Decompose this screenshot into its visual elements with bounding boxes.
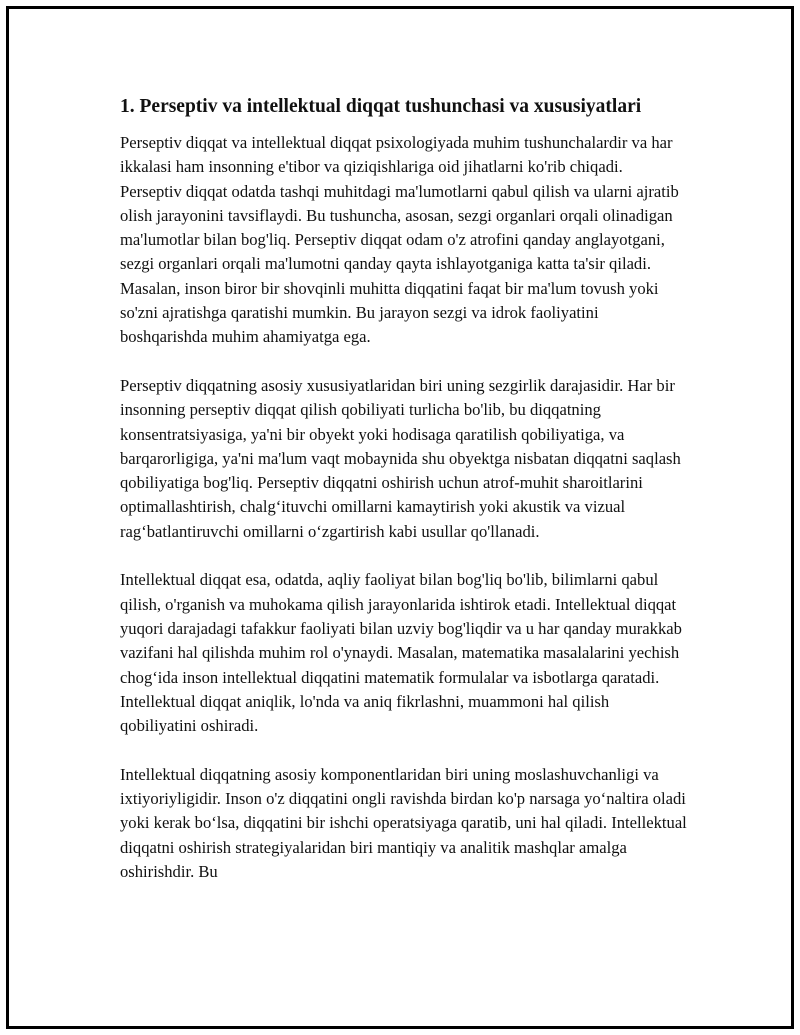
section-heading: 1. Perseptiv va intellektual diqqat tushunchasi va xususiyatlari <box>120 96 642 117</box>
document-page <box>6 6 794 1029</box>
paragraph-3: Intellektual diqqat esa, odatda, aqliy faoliyat bilan bog'liq bo'lib, bilimlarni qabul qilish, o'rganish va muhokama qilish jarayonlarida ishtirok etadi. Intellektual diqqat yuqori darajadagi tafakkur faoliyati bilan uzviy bog'liqdir va u har qanday murakkab vazifani hal qilishda muhim rol o'ynaydi. Masalan, matematika masalalarini yechish chog‘ida inson intellektual diqqatini matematik formulalar va isbotlarga qaratadi. Intellektual diqqat aniqlik, lo'nda va aniq fikrlashni, muammoni hal qilish qobiliyatini oshiradi. <box>120 570 682 736</box>
paragraph-4: Intellektual diqqatning asosiy komponentlaridan biri uning moslashuvchanligi va ixtiyoriyligidir. Inson o'z diqqatini ongli ravishda birdan ko'p narsaga yo‘naltira oladi yoki kerak bo‘lsa, diqqatini bir ishchi operatsiyaga qaratib, uni hal qiladi. Intellektual diqqatni oshirish strategiyalaridan biri mantiqiy va analitik mashqlar amalga oshirishdir. Bu <box>120 764 687 881</box>
document-body <box>120 94 688 909</box>
paragraph-2: Perseptiv diqqatning asosiy xususiyatlaridan biri uning sezgirlik darajasidir. Har bir insonning perseptiv diqqat qilish qobiliyati turlicha bo'lib, bu diqqatning konsentratsiyasiga, ya'ni bir obyekt yoki hodisaga qaratilish qobiliyatiga, va barqarorligiga, ya'ni ma'lum vaqt mobaynida shu obyektga nisbatan diqqatni saqlash qobiliyatiga bog'liq. Perseptiv diqqatni oshirish uchun atrof-muhit sharoitlarini optimallashtirish, chalg‘ituvchi omillarni kamaytirish yoki akustik va vizual rag‘batlantiruvchi omillarni o‘zgartirish kabi usullar qo'llanadi. <box>120 375 681 541</box>
paragraph-1: Perseptiv diqqat va intellektual diqqat psixologiyada muhim tushunchalardir va har ikkalasi ham insonning e'tibor va qiziqishlariga oid jihatlarni ko'rib chiqadi. Perseptiv diqqat odatda tashqi muhitdagi ma'lumotlarni qabul qilish va ularni ajratib olish jarayonini tavsiflaydi. Bu tushuncha, asosan, sezgi organlari orqali olinadigan ma'lumotlar bilan bog'liq. Perseptiv diqqat odam o'z atrofini qanday anglayotgani, sezgi organlari orqali ma'lumotni qanday qayta ishlayotganiga katta ta'sir qiladi. Masalan, inson biror bir shovqinli muhitta diqqatini faqat bir ma'lum tovush yoki so'zni ajratishga qaratishi mumkin. Bu jarayon sezgi va idrok faoliyatini boshqarishda muhim ahamiyatga ega. <box>120 133 679 347</box>
